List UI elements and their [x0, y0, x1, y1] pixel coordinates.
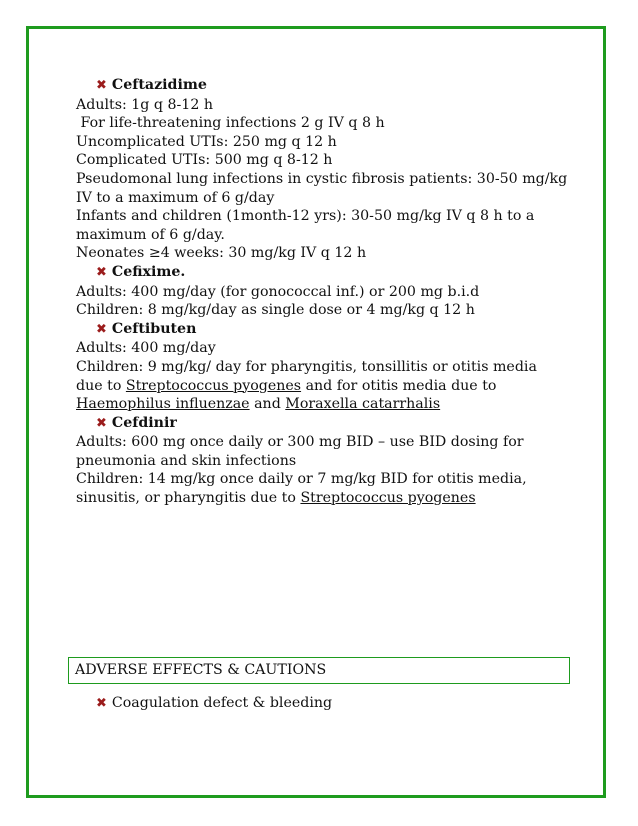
x-mark-icon: ✖	[96, 321, 107, 337]
heading-cefdinir: ✖ Cefdinir	[96, 414, 177, 431]
text-fragment: and for otitis media due to	[301, 377, 497, 394]
text-line: Pseudomonal lung infections in cystic fibrosis patients: 30-50 mg/kg	[76, 170, 568, 187]
heading-cefixime: ✖ Cefixime.	[96, 263, 186, 280]
caution-list-item	[96, 695, 332, 711]
organism-name: Streptococcus pyogenes	[125, 377, 302, 394]
x-mark-icon: ✖	[96, 415, 107, 431]
text-line: Children: 9 mg/kg/ day for pharyngitis, tonsillitis or otitis media	[76, 358, 537, 375]
text-fragment: due to	[76, 377, 126, 394]
caution-text: Coagulation defect & bleeding	[111, 695, 333, 711]
text-line: For life-threatening infections 2 g IV q 8 h	[76, 115, 385, 132]
x-mark-icon: ✖	[96, 78, 107, 93]
text-line: maximum of 6 g/day.	[76, 226, 225, 243]
text-line: Adults: 400 mg/day (for gonococcal inf.) or 200 mg b.i.d	[76, 283, 480, 300]
x-mark-icon: ✖	[96, 264, 107, 280]
organism-name: Streptococcus pyogenes	[300, 490, 476, 507]
text-line: Adults: 600 mg once daily or 300 mg BID – use BID dosing for	[76, 434, 524, 451]
text-line	[76, 377, 596, 396]
cautions-heading-box	[68, 657, 570, 684]
organism-name: Moraxella catarrhalis	[285, 396, 441, 413]
text-line: Complicated UTIs: 500 mg q 8-12 h	[76, 152, 333, 169]
text-line: IV to a maximum of 6 g/day	[76, 189, 275, 206]
text-line: Uncomplicated UTIs: 250 mg q 12 h	[76, 133, 337, 150]
heading-ceftibuten: ✖ Ceftibuten	[96, 320, 197, 337]
text-line: pneumonia and skin infections	[76, 452, 297, 469]
heading-ceftazidime: ✖ Ceftazidime	[96, 77, 207, 93]
organism-name: Haemophilus influenzae	[76, 396, 250, 413]
text-line: Adults: 1g q 8-12 h	[76, 96, 214, 113]
text-line: Children: 8 mg/kg/day as single dose or 4 mg/kg q 12 h	[76, 302, 475, 319]
text-fragment: sinusitis, or pharyngitis due to	[76, 490, 301, 507]
text-line: Infants and children (1month-12 yrs): 30-50 mg/kg IV q 8 h to a	[76, 208, 535, 225]
cautions-title: ADVERSE EFFECTS & CAUTIONS	[75, 662, 327, 678]
text-line: Children: 14 mg/kg once daily or 7 mg/kg BID for otitis media,	[76, 471, 527, 488]
text-line	[76, 489, 596, 508]
dosage-content	[76, 76, 596, 508]
x-mark-icon: ✖	[96, 696, 107, 711]
text-line: Neonates ≥4 weeks: 30 mg/kg IV q 12 h	[76, 245, 367, 262]
text-fragment: and	[249, 396, 286, 413]
text-line	[76, 395, 596, 414]
text-line: Adults: 400 mg/day	[76, 340, 216, 357]
